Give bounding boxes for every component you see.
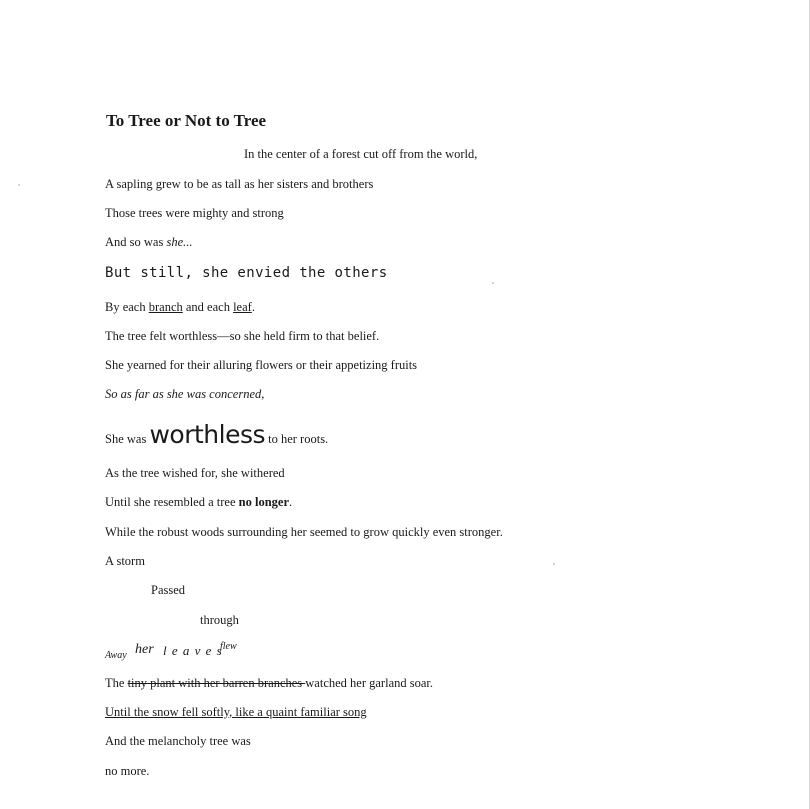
- poem-line-11: As the tree wished for, she withered: [105, 466, 285, 480]
- line-text: By each: [105, 300, 149, 314]
- line-text: to her roots.: [265, 432, 329, 446]
- underlined-word: branch: [148, 300, 183, 314]
- poem-line-4: [105, 234, 193, 250]
- line-text: watched her garland soar.: [305, 676, 434, 690]
- scattered-word-away: Away: [105, 650, 127, 661]
- poem-line-2: A sapling grew to be as tall as her sisters and brothers: [105, 177, 374, 191]
- line-text: .: [251, 300, 255, 314]
- bold-text: no longer: [238, 495, 289, 509]
- poem-line-5: But still, she envied the others: [105, 265, 388, 281]
- scattered-word-her: her: [135, 642, 154, 657]
- poem-line-15: Passed: [151, 583, 186, 597]
- line-text: and each: [182, 300, 234, 314]
- large-word: worthless: [149, 420, 265, 449]
- poem-line-13: While the robust woods surrounding her seemed to grow quickly even stronger.: [105, 525, 503, 539]
- poem-line-3: Those trees were mighty and strong: [105, 206, 284, 220]
- scan-speck: [492, 282, 494, 284]
- poem-line-21: no more.: [105, 764, 150, 778]
- scan-speck: [18, 184, 20, 186]
- line-text: And so was: [105, 235, 167, 249]
- underlined-word: leaf: [233, 300, 252, 314]
- poem-line-8: She yearned for their alluring flowers or their appetizing fruits: [105, 358, 418, 372]
- poem-line-20: And the melancholy tree was: [105, 734, 251, 748]
- poem-line-18: [105, 675, 433, 691]
- poem-line-14: A storm: [105, 554, 145, 568]
- line-text: Until she resembled a tree: [105, 495, 239, 509]
- poem-line-1: In the center of a forest cut off from the world,: [244, 147, 478, 161]
- line-text: She was: [105, 432, 150, 446]
- poem-line-6: [105, 299, 255, 315]
- poem-title: To Tree or Not to Tree: [106, 111, 267, 130]
- poem-line-10: [105, 421, 328, 453]
- line-text: The: [105, 676, 128, 690]
- poem-line-19: Until the snow fell softly, like a quaint familiar song: [105, 705, 367, 719]
- poem-line-12: [105, 494, 292, 510]
- line-text: .: [289, 495, 293, 509]
- scattered-word-flew: flew: [220, 641, 237, 652]
- poem-line-16: through: [200, 613, 239, 627]
- poem-line-7: The tree felt worthless—so she held firm to that belief.: [105, 329, 380, 343]
- italic-text: she...: [166, 235, 193, 249]
- struck-text: tiny plant with her barren branches: [127, 676, 306, 690]
- poem-line-9: So as far as she was concerned,: [105, 387, 265, 401]
- scattered-word-leaves: l e a v e s: [163, 643, 223, 658]
- scan-speck: [553, 563, 555, 565]
